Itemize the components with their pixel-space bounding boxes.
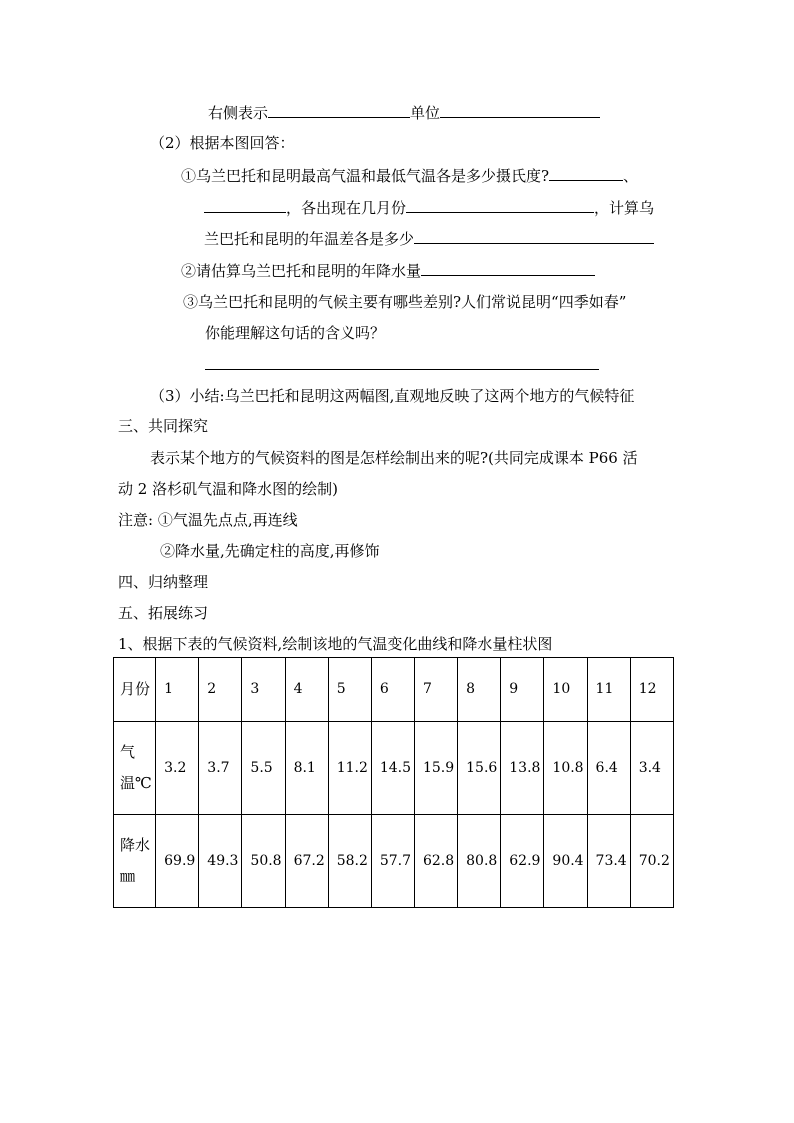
precipitation-cell: 49.3 [199, 815, 242, 908]
month-cell: 7 [414, 658, 457, 722]
precipitation-cell: 67.2 [285, 815, 328, 908]
precipitation-cell: 73.4 [587, 815, 630, 908]
section-5-heading: 五、拓展练习 [118, 604, 209, 622]
text-months: ，各出现在几月份 [286, 199, 407, 217]
month-cell: 5 [328, 658, 371, 722]
text-unit: 单位 [410, 104, 441, 122]
exercise-1: 1、根据下表的气候资料,绘制该地的气温变化曲线和降水量柱状图 [118, 635, 553, 653]
note-line-2: ②降水量,先确定柱的高度,再修饰 [160, 542, 380, 560]
precipitation-cell: 80.8 [458, 815, 501, 908]
month-cell: 10 [544, 658, 587, 722]
question-2-1-cont [204, 197, 654, 218]
answer-blank[interactable] [549, 165, 623, 181]
question-2-1-text: ①乌兰巴托和昆明最高气温和最低气温各是多少摄氏度? [181, 167, 550, 185]
month-cell: 11 [587, 658, 630, 722]
temperature-cell: 10.8 [544, 722, 587, 815]
answer-blank[interactable] [414, 228, 654, 244]
paragraph-line-1: 表示某个地方的气候资料的图是怎样绘制出来的呢?(共同完成课本 P66 活 [150, 449, 638, 467]
table-row-months [114, 658, 674, 722]
row-label-precipitation: 降水㎜ [114, 815, 156, 908]
temperature-cell: 15.6 [458, 722, 501, 815]
month-cell: 2 [199, 658, 242, 722]
month-cell: 8 [458, 658, 501, 722]
month-cell: 12 [630, 658, 673, 722]
paragraph-line-2: 动 2 洛杉矶气温和降水图的绘制) [118, 480, 338, 498]
answer-blank[interactable] [421, 260, 595, 276]
temperature-cell: 14.5 [371, 722, 414, 815]
answer-blank[interactable] [406, 197, 594, 213]
row-label-temperature: 气温℃ [114, 722, 156, 815]
section-3-heading: 三、共同探究 [118, 417, 209, 435]
temperature-cell: 6.4 [587, 722, 630, 815]
question-2-heading: （2）根据本图回答： [150, 134, 295, 152]
precipitation-cell: 62.8 [414, 815, 457, 908]
temperature-cell: 8.1 [285, 722, 328, 815]
answer-blank[interactable] [205, 354, 599, 370]
temperature-cell: 13.8 [501, 722, 544, 815]
month-cell: 3 [242, 658, 285, 722]
temperature-cell: 11.2 [328, 722, 371, 815]
text-right-side: 右侧表示 [208, 104, 269, 122]
temperature-cell: 3.2 [156, 722, 199, 815]
temperature-cell: 5.5 [242, 722, 285, 815]
temperature-cell: 3.4 [630, 722, 673, 815]
precipitation-cell: 57.7 [371, 815, 414, 908]
question-2-2 [181, 260, 595, 281]
question-2-1-temp-range [204, 228, 654, 249]
question-2-3: ③乌兰巴托和昆明的气候主要有哪些差别?人们常说昆明“四季如春” [183, 293, 627, 311]
question-2-1 [181, 165, 638, 186]
table-row-temperature [114, 722, 674, 815]
precipitation-cell: 70.2 [630, 815, 673, 908]
climate-data-table [113, 657, 674, 908]
summary-line: （3）小结:乌兰巴托和昆明这两幅图,直观地反映了这两个地方的气候特征 [150, 387, 635, 405]
month-cell: 9 [501, 658, 544, 722]
line-right-side [208, 102, 600, 123]
month-cell: 1 [156, 658, 199, 722]
answer-blank[interactable] [440, 102, 600, 118]
month-cell: 6 [371, 658, 414, 722]
text-temp-range: 兰巴托和昆明的年温差各是多少 [204, 230, 415, 248]
answer-blank[interactable] [268, 102, 410, 118]
precipitation-cell: 90.4 [544, 815, 587, 908]
precipitation-cell: 50.8 [242, 815, 285, 908]
row-label-month: 月份 [114, 658, 156, 722]
precipitation-cell: 69.9 [156, 815, 199, 908]
precipitation-cell: 62.9 [501, 815, 544, 908]
precipitation-cell: 58.2 [328, 815, 371, 908]
answer-blank[interactable] [204, 197, 286, 213]
text-comma: 、 [623, 167, 639, 185]
text-precip-estimate: ②请估算乌兰巴托和昆明的年降水量 [181, 262, 422, 280]
note-line-1: 注意: ①气温先点点,再连线 [118, 511, 298, 529]
question-2-3-answer [205, 354, 599, 375]
temperature-cell: 3.7 [199, 722, 242, 815]
table-row-precipitation [114, 815, 674, 908]
month-cell: 4 [285, 658, 328, 722]
temperature-cell: 15.9 [414, 722, 457, 815]
section-4-heading: 四、归纳整理 [118, 573, 209, 591]
question-2-3-cont: 你能理解这句话的含义吗？ [205, 324, 386, 342]
text-compute: ，计算乌 [594, 199, 655, 217]
